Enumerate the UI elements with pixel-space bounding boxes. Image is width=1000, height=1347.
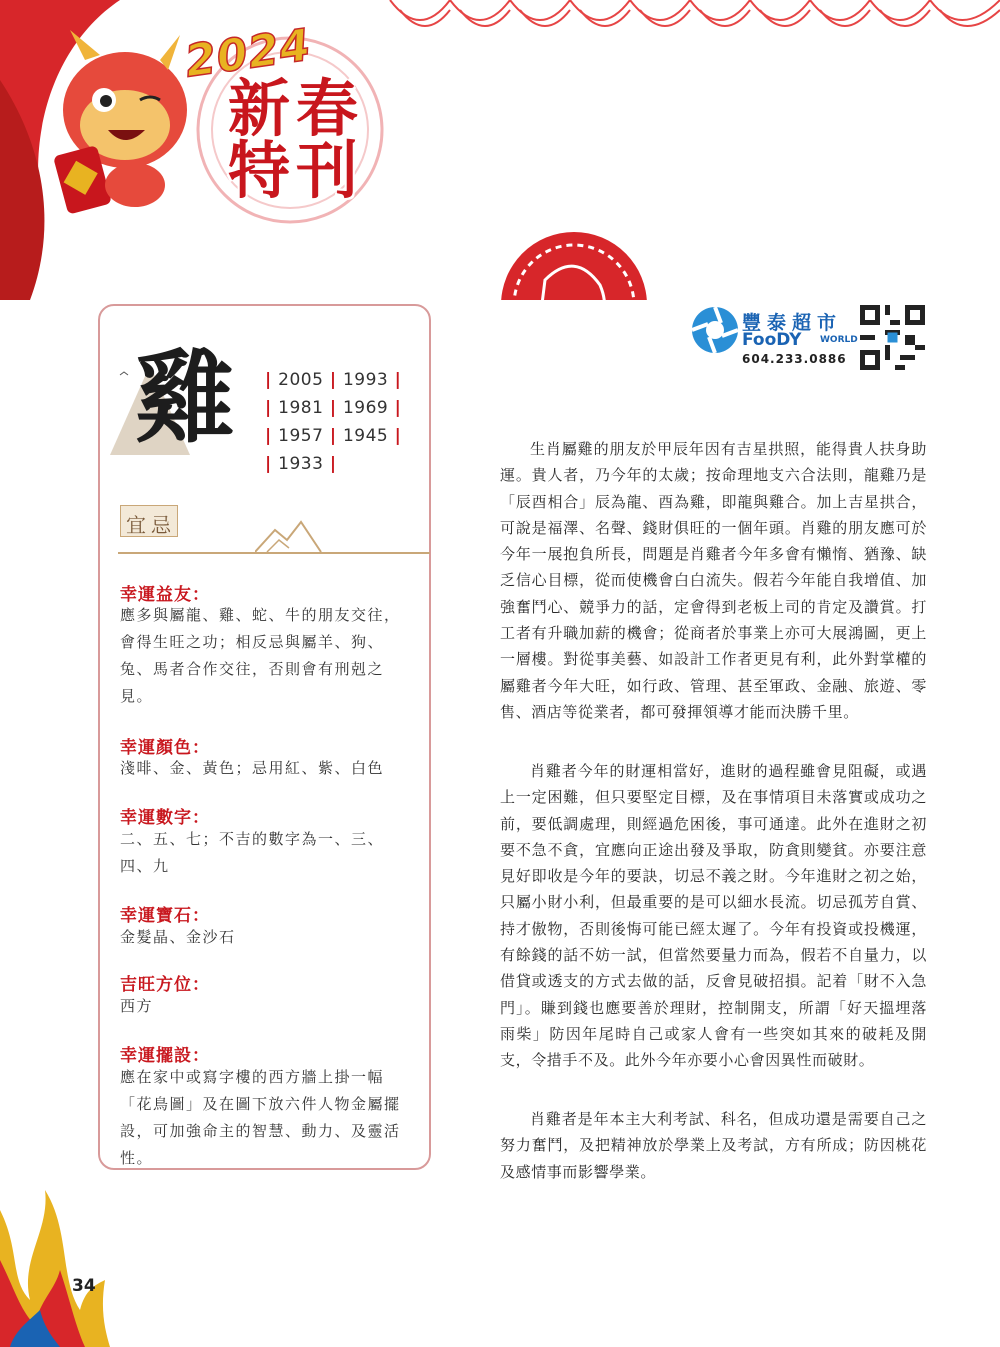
card-divider xyxy=(118,552,430,554)
year-row-2: | 1981 | 1969 | xyxy=(265,398,402,418)
article-paragraph-2: 肖雞者今年的財運相當好，進財的過程雖會見阻礙，或遇上一定困難，但只要堅定目標，及在事情項目未落實或成功之前，要低調處理，則經過危困後，事可通達。此外在進財之初要不急不貪，宜應向正途出發及爭取，防貪則變貧。亦要注意見好即收是今年的要訣，切忌不義之財。今年進財之初之始，只屬小財小利，但最重要的是可以細水長流。切忌孤芳自賞、持才傲物，否則後悔可能已經太遲了。今年有投資或投機運，有餘錢的話不妨一試，但當然要量力而為，假若不自量力，以借貸或透支的方式去做的話，反會見破招損。記着「財不入急門」。賺到錢也應要善於理財，控制開支，所謂「好天搵埋落雨柴」防因年尾時自己或家人會有一些突如其來的破耗及開支，令措手不及。此外今年亦要小心會因異性而破財。 xyxy=(500,762,927,1070)
article-paragraph-3: 肖雞者是年本主大利考試、科名，但成功還是需要自己之努力奮鬥，及把精神放於學業上及考試，方有所成；防因桃花及感情事而影響學業。 xyxy=(500,1110,927,1181)
sponsor-brand: FooDY xyxy=(742,330,802,350)
year-row-1: | 2005 | 1993 | xyxy=(265,370,402,390)
sponsor-brand-suffix: WORLD xyxy=(820,335,858,345)
section-body-friends: 應多與屬龍、雞、蛇、牛的朋友交往，會得生旺之功；相反忌與屬羊、狗、兔、馬者合作交往，否則會有刑剋之見。 xyxy=(120,606,401,705)
yi-ji-badge xyxy=(120,505,178,537)
section-body-numbers: 二、五、七；不吉的數字為一、三、四、九 xyxy=(120,830,385,875)
year-row-3: | 1957 | 1945 | xyxy=(265,426,402,446)
section-title-gems: 幸運寶石： xyxy=(120,906,210,926)
section-title-colors: 幸運顏色： xyxy=(120,738,210,758)
title-line-1: 新春 xyxy=(228,72,365,145)
mountain-motif xyxy=(255,518,335,554)
section-title-direction: 吉旺方位： xyxy=(120,975,210,995)
sponsor-name: 豐泰超市 xyxy=(742,312,843,334)
flame-decoration xyxy=(0,1190,110,1347)
qr-code-icon[interactable] xyxy=(860,305,925,370)
title-year: 2024 xyxy=(182,19,315,88)
section-body-gems: 金髮晶、金沙石 xyxy=(120,928,236,946)
zodiac-character: 雞 xyxy=(135,339,235,457)
ji-label: 忌 xyxy=(151,513,171,537)
section-title-numbers: 幸運數字： xyxy=(120,808,210,828)
yi-label: 宜 xyxy=(126,513,146,537)
section-title-friends: 幸運益友： xyxy=(120,585,210,605)
section-body-direction: 西方 xyxy=(120,997,154,1015)
title-line-2: 特刊 xyxy=(228,134,365,207)
article-paragraph-1: 生肖屬雞的朋友於甲辰年因有吉星拱照，能得貴人扶身助運。貴人者，乃今年的太歲；按命理地支六合法則，龍雞乃是「辰酉相合」辰為龍、酉為雞，即龍與雞合。加上吉星拱合，可說是福澤、名聲、錢財俱旺的一個年頭。肖雞的朋友應可於今年一展抱負所長，問題是肖雞者今年多會有懶惰、猶豫、缺乏信心目標，從而使機會白白流失。假若今年能自我增值、加強奮鬥心、競爭力的話，定會得到老板上司的肯定及讚賞。打工者有升職加薪的機會；從商者於事業上亦可大展鴻圖，更上一層樓。對從事美藝、如設計工作者更見有利，此外對掌權的屬雞者今年大旺，如行政、管理、甚至軍政、金融、旅遊、零售、酒店等從業者，都可發揮領導才能而決勝千里。 xyxy=(500,440,927,721)
page-number: 34 xyxy=(72,1276,96,1296)
year-row-4: | 1933 | xyxy=(265,454,337,474)
section-title-decor: 幸運擺設： xyxy=(120,1046,210,1066)
aperture-logo-icon xyxy=(690,305,740,355)
section-body-colors: 淺啡、金、黃色；忌用紅、紫、白色 xyxy=(120,759,385,777)
section-body-decor: 應在家中或寫字樓的西方牆上掛一幅「花鳥圖」及在圖下放六件人物金屬擺設，可加強命主的智慧、動力、及靈活性。 xyxy=(120,1068,401,1167)
header-decoration xyxy=(0,0,1000,300)
sponsor-phone: 604.233.0886 xyxy=(742,352,847,366)
